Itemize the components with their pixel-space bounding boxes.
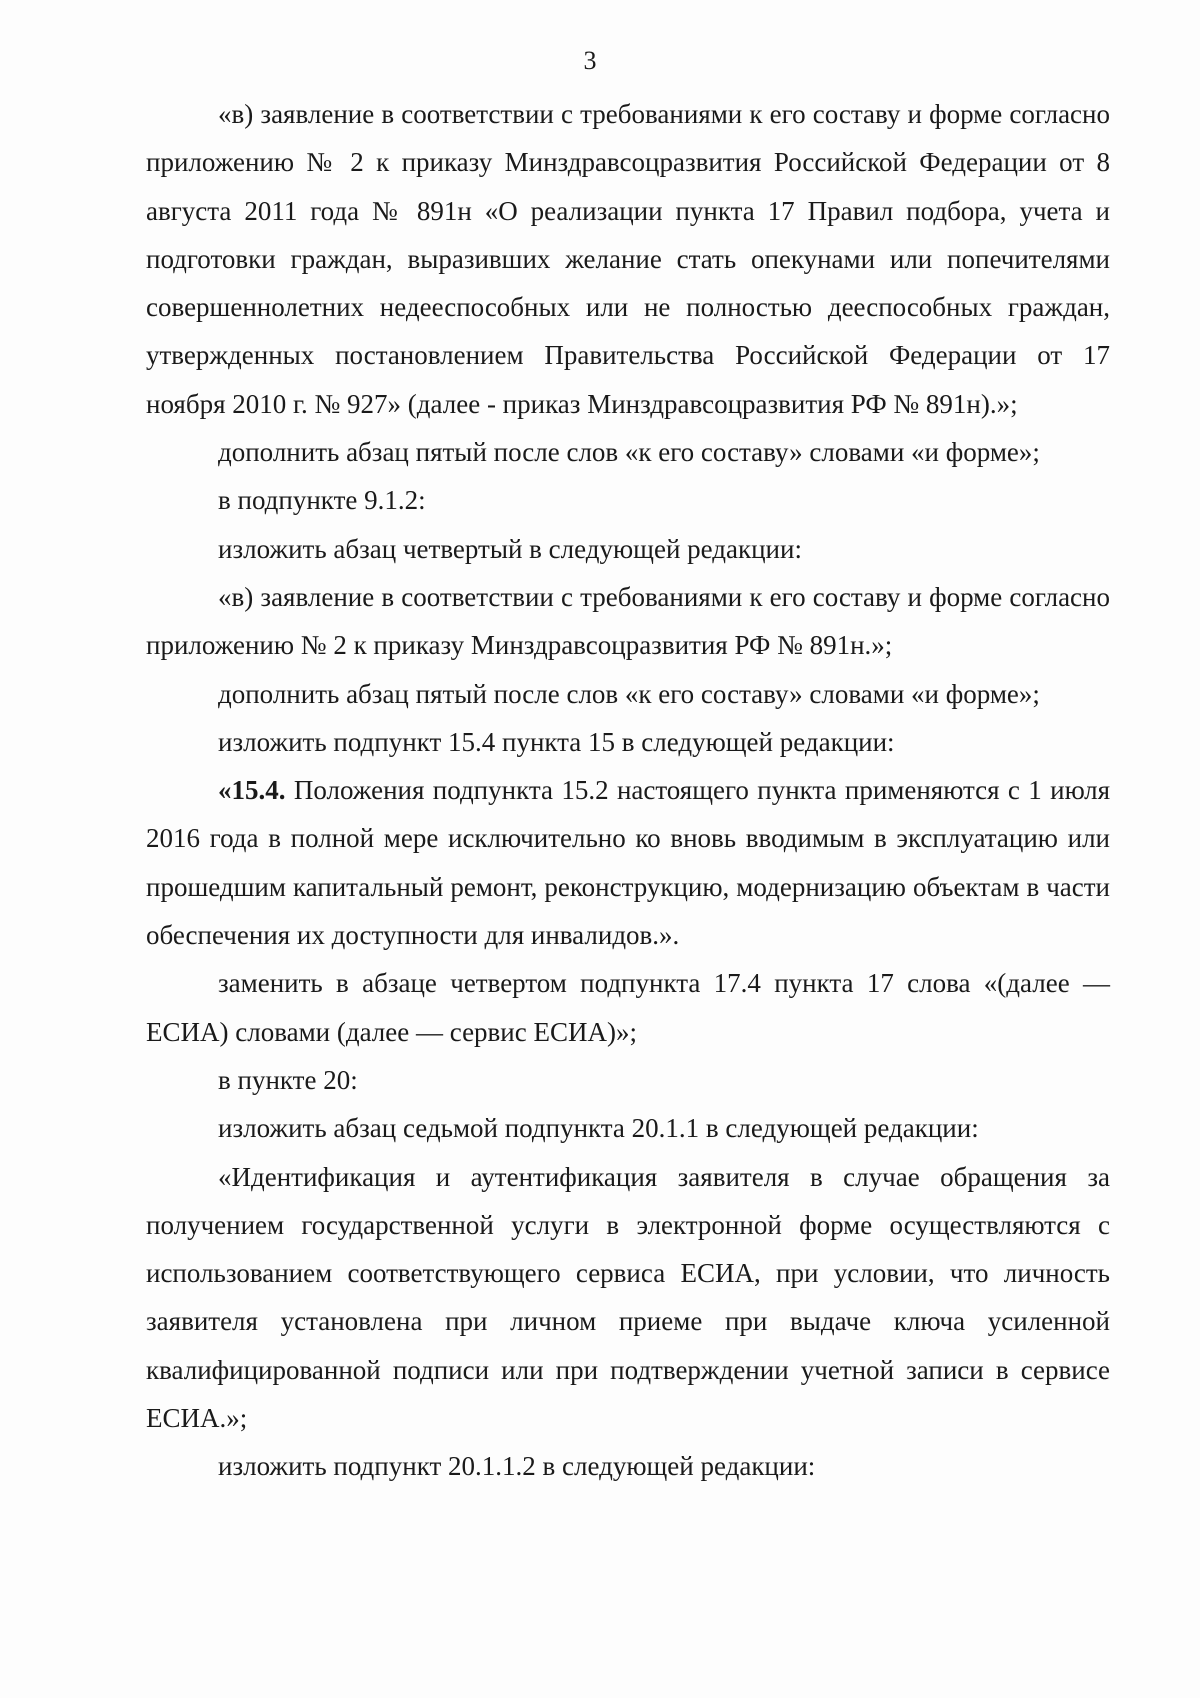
paragraph-replace-esia: заменить в абзаце четвертом подпункта 17.4 пункта 17 слова «(далее — ЕСИА) словами (далее — сервис ЕСИА)»; — [146, 968, 1110, 1047]
clause-text: Положения подпункта 15.2 настоящего пункта применяются с 1 июля 2016 года в полной мере исключительно ко вновь вводимым в эксплуатацию или прошедшим капитальный ремонт, реконструкцию, модернизацию объектам в части обеспечения их доступности для инвалидов.». — [146, 775, 1110, 951]
paragraph-restate-15-4: изложить подпункт 15.4 пункта 15 в следующей редакции: — [218, 726, 895, 757]
paragraph-application-clause-v-short: «в) заявление в соответствии с требованиями к его составу и форме согласно приложению № 2 к приказу Минздравсоцразвития РФ № 891н.»; — [146, 581, 1110, 661]
page-number: 3 — [583, 46, 597, 75]
clause-number: «15.4. — [218, 775, 286, 806]
document-body — [146, 90, 1110, 1491]
paragraph-restate-fourth-indent: изложить абзац четвертый в следующей редакции: — [218, 533, 802, 564]
paragraph-restate-20-1-1: изложить абзац седьмой подпункта 20.1.1 в следующей редакции: — [218, 1113, 979, 1144]
paragraph-clause-15-4 — [146, 766, 1110, 959]
paragraph-identification: «Идентификация и аутентификация заявителя в случае обращения за получением государственной услуги в электронной форме осуществляются с использованием соответствующего сервиса ЕСИА, при условии, что личность заявителя установлена при личном приеме при выдаче ключа усиленной квалифицированной подписи или при подтверждении учетной записи в сервисе ЕСИА.»; — [146, 1161, 1110, 1434]
paragraph-restate-20-1-1-2: изложить подпункт 20.1.1.2 в следующей редакции: — [218, 1451, 816, 1482]
paragraph-item-20: в пункте 20: — [218, 1064, 358, 1095]
paragraph-subitem-9-1-2: в подпункте 9.1.2: — [218, 485, 426, 516]
paragraph-amend-fifth-indent: дополнить абзац пятый после слов «к его составу» словами «и форме»; — [218, 437, 1040, 468]
paragraph-application-clause-v: «в) заявление в соответствии с требованиями к его составу и форме согласно приложению № 2 к приказу Минздравсоцразвития Российской Федерации от 8 августа 2011 года № 891н «О реализации пункта 17 Правил подбора, учета и подготовки граждан, выразивших желание стать опекунами или попечителями совершеннолетних недееспособных или не полностью дееспособных граждан, утвержденных постановлением Правительства Российской Федерации от 17 ноября 2010 г. № 927» (далее - приказ Минздравсоцразвития РФ № 891н).»; — [146, 99, 1110, 419]
paragraph-amend-fifth-indent-2: дополнить абзац пятый после слов «к его составу» словами «и форме»; — [218, 678, 1040, 709]
